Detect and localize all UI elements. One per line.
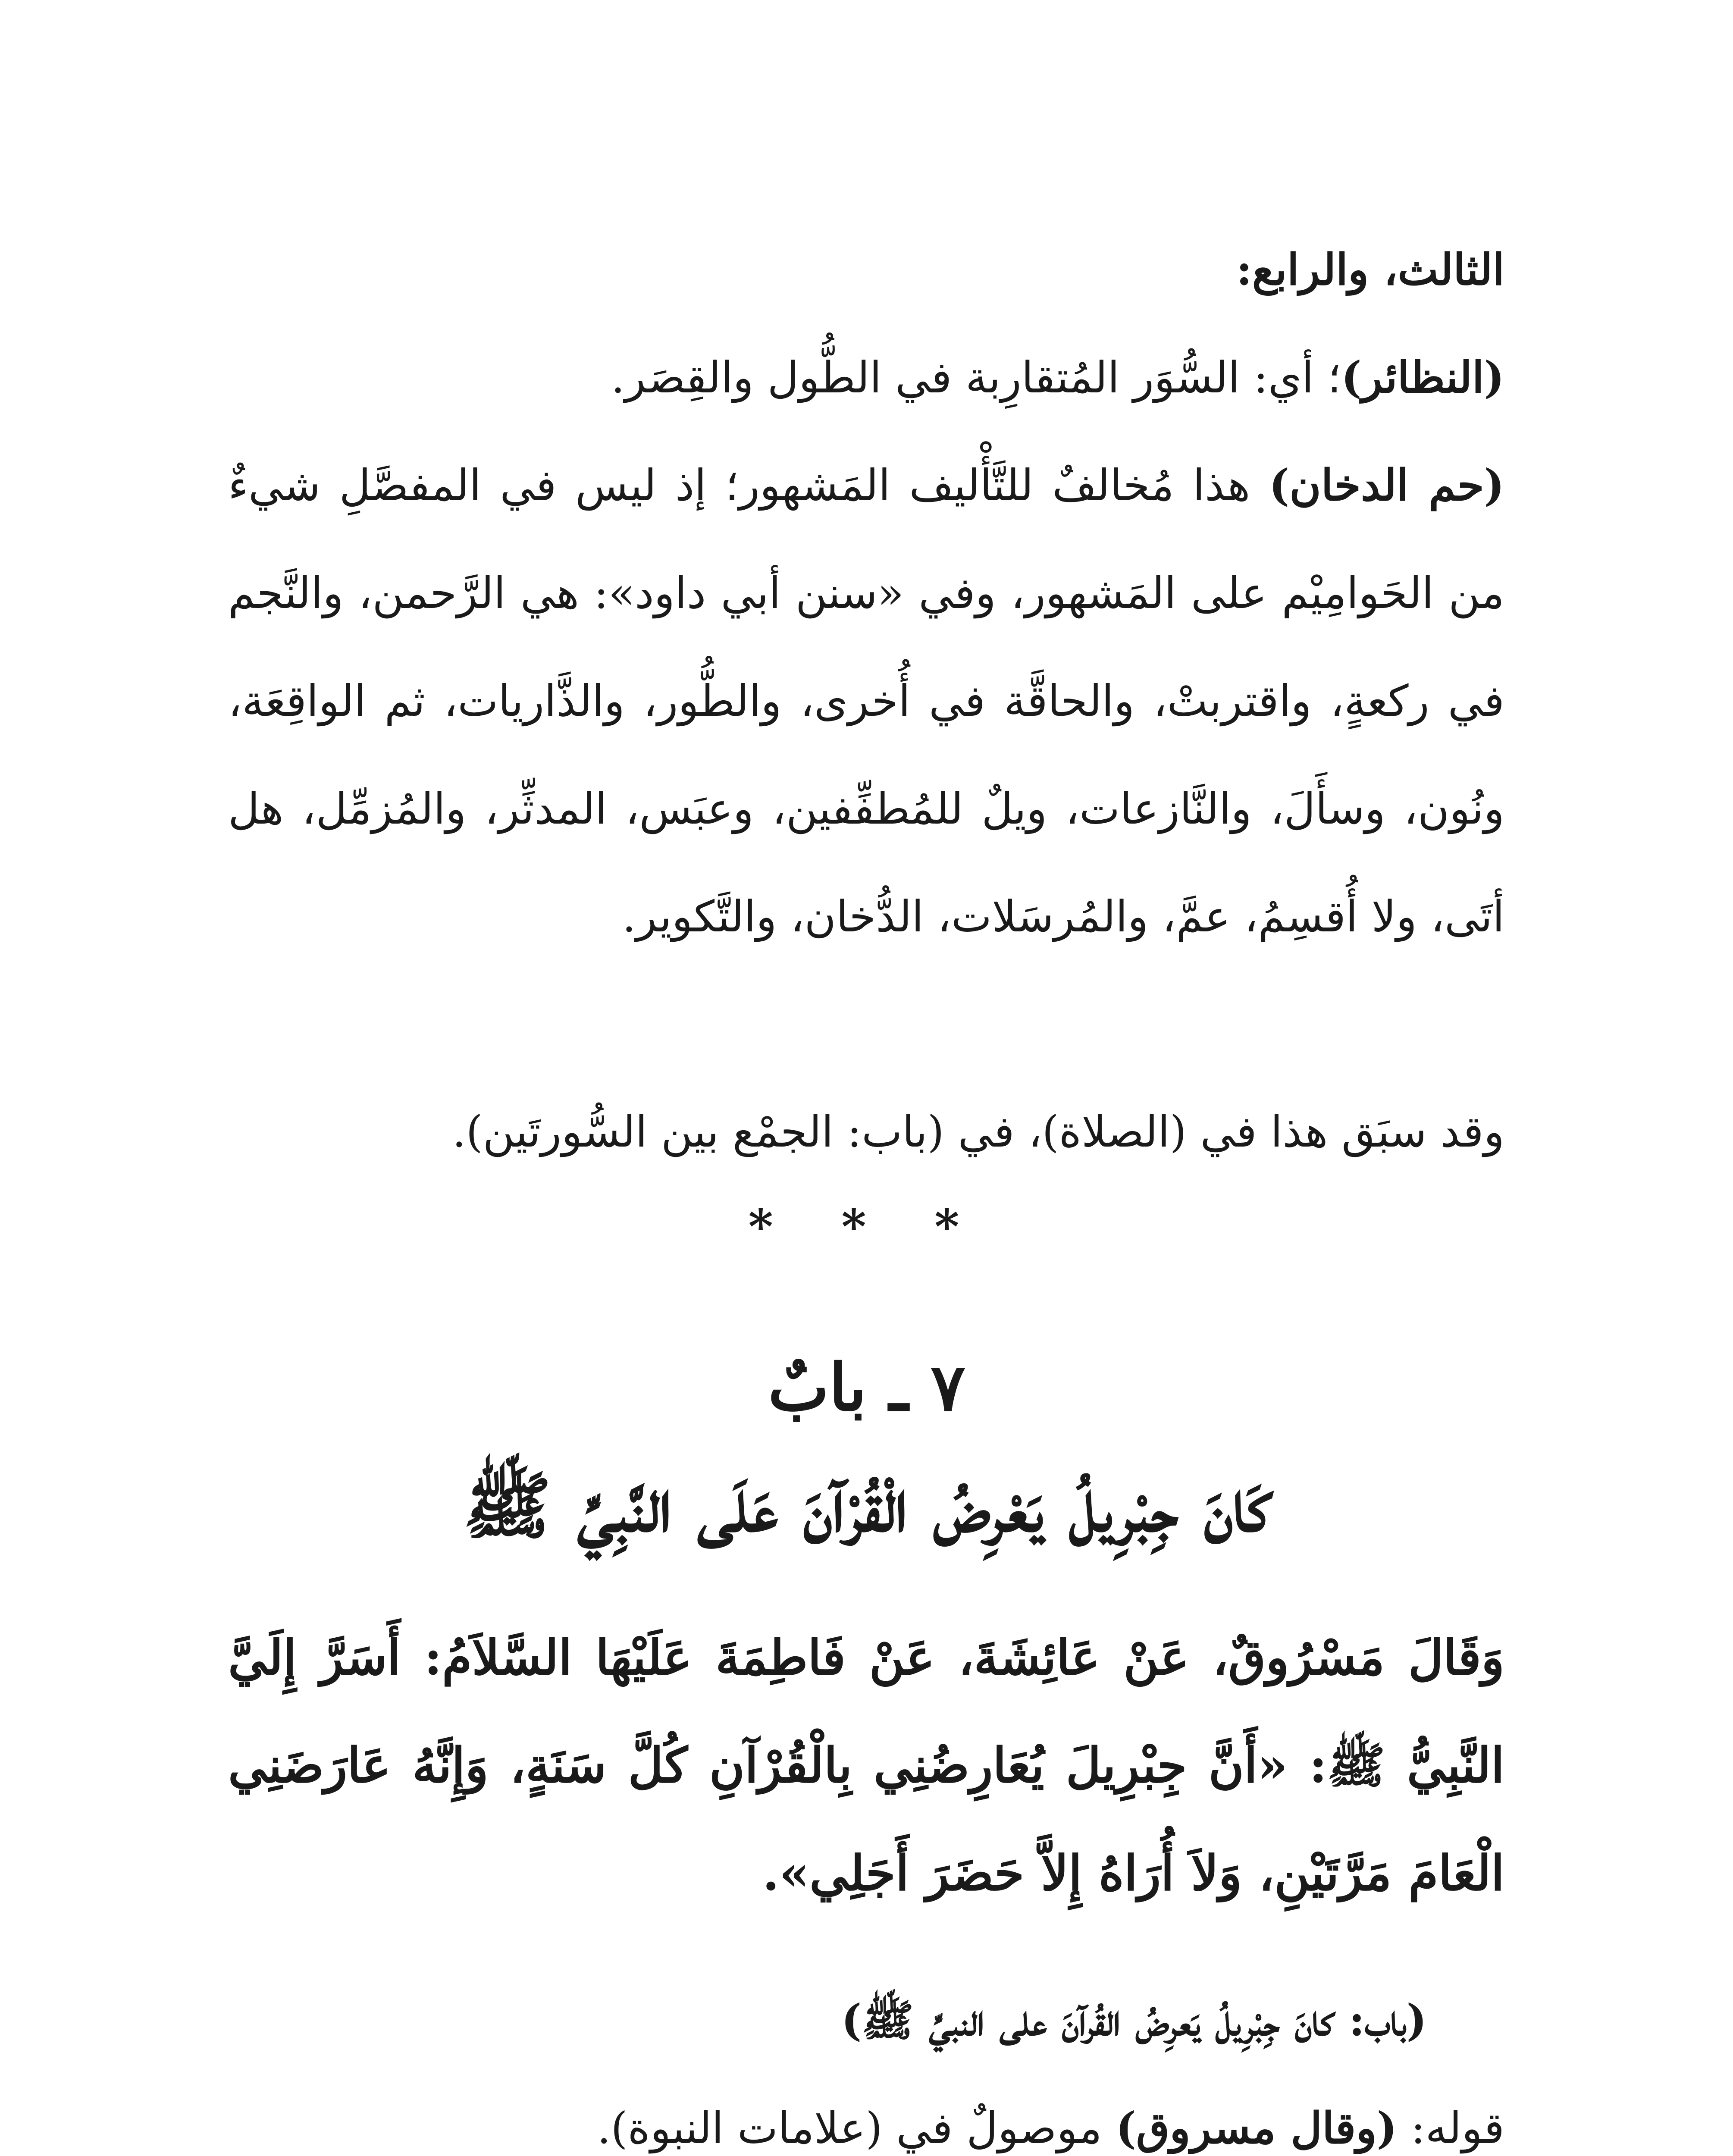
- commentary-previous-reference: وقد سبَق هذا في (الصلاة)، في (باب: الجمْع بين السُّورتَين).: [452, 1106, 1504, 1157]
- commentary-hamim-dukhan: [228, 431, 1504, 971]
- commentary-heading-third-fourth: الثالث، والرابع:: [1236, 244, 1504, 295]
- hadith-text: وَقَالَ مَسْرُوقٌ، عَنْ عَائِشَةَ، عَنْ فَاطِمَةَ عَلَيْهَا السَّلاَمُ: أَسَرَّ إِلَيَّ النَّبِيُّ ﷺ: «أَنَّ جِبْرِيلَ يُعَارِضُنِي بِالْقُرْآنِ كُلَّ سَنَةٍ، وَإِنَّهُ عَارَضَنِي الْعَامَ مَرَّتَيْنِ، وَلاَ أُرَاهُ إِلاَّ حَضَرَ أَجَلِي».: [228, 1630, 1504, 1902]
- hamim-dukhan-explanation: هذا مُخالفٌ للتَّأْليف المَشهور؛ إذ ليس في المفصَّلِ شيءٌ من الحَوامِيْم على المَشهور، وفي «سنن أبي داود»: هي الرَّحمن، والنَّجم في ركعةٍ، واقتربتْ، والحاقَّة في أُخرى، والطُّور، والذَّاريات، ثم الواقِعَة، ونُون، وسأَلَ، والنَّازعات، ويلٌ للمُطفِّفين، وعبَس، المدثِّر، والمُزمِّل، هل أتَى، ولا أُقسِمُ، عمَّ، والمُرسَلات، الدُّخان، والتَّكوير.: [228, 460, 1504, 942]
- nazair-explanation: ؛ أي: السُّوَر المُتقارِبة في الطُّول والقِصَر.: [611, 352, 1341, 403]
- commentary-chapter-heading: (باب: كانَ جِبْرِيلُ يَعرِضُ القُرآنَ على النبيِّ ﷺ): [841, 1995, 1427, 2046]
- chapter-number: ٧ ـ بابٌ: [768, 1350, 965, 1426]
- chapter-title: كَانَ جِبْرِيلُ يَعْرِضُ الْقُرْآنَ عَلَى النَّبِيِّ ﷺ: [463, 1463, 1271, 1549]
- term-nazair: (النظائر): [1341, 352, 1504, 403]
- commentary-nazair: [228, 323, 1504, 432]
- term-masruq: (وقال مسروق): [1116, 2103, 1397, 2153]
- commentary-masruq: [228, 2074, 1504, 2156]
- masruq-explanation: موصولٌ في (علامات النبوة).: [597, 2103, 1116, 2153]
- qawluhu-label: قوله:: [1397, 2103, 1504, 2153]
- term-hamim-dukhan: (حم الدخان): [1269, 460, 1505, 511]
- section-separator: * * *: [748, 1199, 985, 1254]
